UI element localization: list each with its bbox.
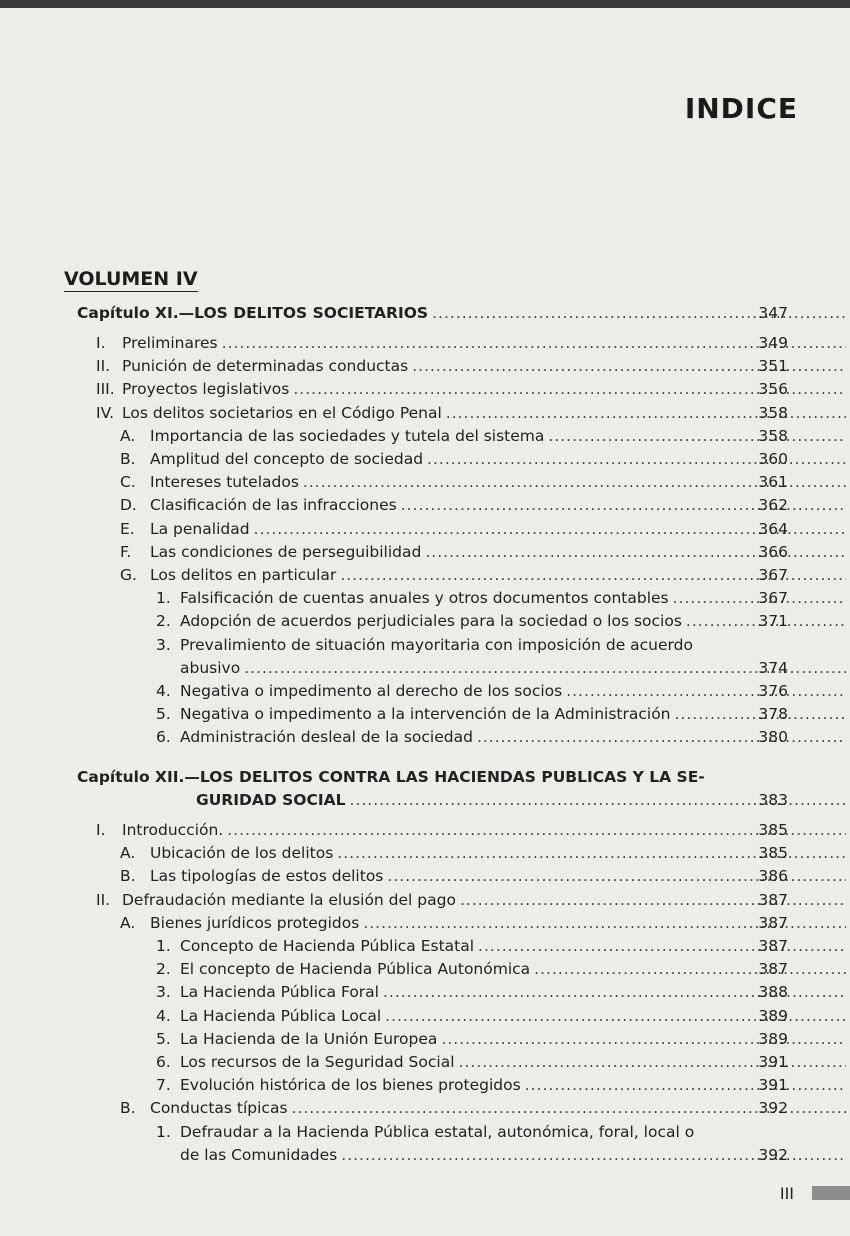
entry-number: E.: [120, 519, 135, 538]
entry-number: B.: [120, 450, 136, 468]
entry-label: Las condiciones de perseguibilidad: [150, 542, 422, 561]
page-number: 385: [758, 821, 788, 839]
page-number: 387: [758, 960, 788, 979]
page-number: 389: [758, 1006, 788, 1025]
entry-number: III.: [96, 380, 115, 399]
entry-label: Preliminares: [122, 334, 218, 352]
page-number: 378: [758, 705, 788, 723]
page-number: 380: [758, 728, 788, 747]
page-number: 347: [758, 304, 788, 322]
entry-number: 6.: [156, 1053, 171, 1071]
page-number: 387: [758, 890, 788, 909]
entry-label: Las tipologías de estos delitos: [150, 867, 384, 886]
toc-entry: [0, 1006, 850, 1026]
leader-dots: [227, 820, 846, 840]
entry-label: Defraudar a la Hacienda Pública estatal, autonómica, foral, local o: [180, 1122, 695, 1141]
entry-label: Falsificación de cuentas anuales y otros documentos contables: [180, 589, 669, 608]
entry-number: 6.: [156, 728, 171, 747]
page-number: 349: [758, 334, 788, 352]
chapter-heading-cont: [0, 790, 850, 810]
entry-label: Importancia de las sociedades y tutela del sistema: [150, 426, 545, 445]
toc-entry: [0, 913, 850, 933]
thumb-tab: [812, 1186, 850, 1200]
leader-dots: [222, 333, 846, 353]
chapter-heading: [0, 767, 850, 787]
chapter-title-cont: GURIDAD SOCIAL: [196, 791, 346, 809]
page-number: 367: [758, 566, 788, 584]
entry-label: La Hacienda Pública Foral: [180, 983, 379, 1002]
entry-label: Introducción.: [122, 821, 224, 839]
chapter-title: Capítulo XII.—LOS DELITOS CONTRA LAS HACIENDAS PUBLICAS Y LA SE-: [77, 768, 705, 786]
entry-label: Los delitos en particular: [150, 566, 337, 584]
page-number: 388: [758, 983, 788, 1002]
entry-label: Evolución histórica de los bienes protegidos: [180, 1076, 521, 1095]
toc-entry: [0, 449, 850, 469]
entry-number: 2.: [156, 960, 171, 979]
chapter-heading: [0, 303, 850, 323]
toc-entry: [0, 519, 850, 539]
toc-entry: [0, 379, 850, 399]
entry-label: Los recursos de la Seguridad Social: [180, 1053, 455, 1071]
entry-number: 5.: [156, 705, 171, 723]
entry-label-cont: abusivo: [180, 658, 241, 677]
entry-label: Prevalimiento de situación mayoritaria con imposición de acuerdo: [180, 635, 693, 654]
entry-number: A.: [120, 913, 136, 932]
toc-entry: [0, 704, 850, 724]
toc-entry: [0, 727, 850, 747]
entry-label: Amplitud del concepto de sociedad: [150, 450, 424, 468]
entry-label: Conductas típicas: [150, 1099, 288, 1118]
page-number: 360: [758, 450, 788, 468]
entry-number: 4.: [156, 1006, 171, 1025]
entry-label: Negativa o impedimento al derecho de los socios: [180, 681, 563, 700]
entry-label: La Hacienda Pública Local: [180, 1006, 382, 1025]
toc-entry: [0, 936, 850, 956]
leader-dots: [460, 890, 846, 910]
page-number: 385: [758, 844, 788, 863]
toc-entry: [0, 565, 850, 585]
toc-entry: [0, 843, 850, 863]
page-number: 361: [758, 473, 788, 492]
toc-entry: [0, 403, 850, 423]
entry-number: I.: [96, 821, 106, 839]
page-number: 386: [758, 867, 788, 886]
scan-edge: [0, 0, 850, 8]
entry-label-cont: de las Comunidades: [180, 1145, 338, 1164]
page-number: 374: [758, 658, 788, 677]
leader-dots: [534, 959, 846, 979]
entry-number: II.: [96, 890, 111, 909]
entry-label: La Hacienda de la Unión Europea: [180, 1029, 438, 1048]
entry-label: Adopción de acuerdos perjudiciales para la sociedad o los socios: [180, 612, 682, 631]
entry-number: 2.: [156, 612, 171, 631]
toc-entry: [0, 542, 850, 562]
entry-number: F.: [120, 542, 132, 561]
entry-label: Concepto de Hacienda Pública Estatal: [180, 937, 475, 955]
entry-number: A.: [120, 844, 136, 863]
leader-dots: [548, 426, 846, 446]
page-number: 389: [758, 1029, 788, 1048]
entry-number: 3.: [156, 635, 171, 654]
leader-dots: [566, 681, 846, 701]
entry-number: 4.: [156, 681, 171, 700]
page-title: INDICE: [684, 92, 798, 125]
entry-number: 1.: [156, 937, 171, 955]
page-number: 371: [758, 612, 788, 631]
toc-entry: [0, 1075, 850, 1095]
toc-entry-cont: [0, 658, 850, 678]
toc-entry: [0, 890, 850, 910]
entry-label: Intereses tutelados: [150, 473, 299, 492]
entry-label: El concepto de Hacienda Pública Autonómica: [180, 960, 531, 979]
toc-entry: [0, 1052, 850, 1072]
page-number: 391: [758, 1053, 788, 1071]
page-number: 383: [758, 791, 788, 809]
toc-entry: [0, 959, 850, 979]
entry-number: B.: [120, 867, 136, 886]
toc-entry: [0, 611, 850, 631]
toc-entry: [0, 495, 850, 515]
page-number: 392: [758, 1145, 788, 1164]
entry-label: Proyectos legislativos: [122, 380, 290, 399]
toc-entry: [0, 333, 850, 353]
entry-number: 3.: [156, 983, 171, 1002]
toc-entry: [0, 1029, 850, 1049]
entry-number: B.: [120, 1099, 136, 1118]
page-number: 358: [758, 403, 788, 422]
entry-label: Administración desleal de la sociedad: [180, 728, 473, 747]
entry-label: Negativa o impedimento a la intervención de la Administración: [180, 705, 671, 723]
leader-dots: [254, 519, 846, 539]
toc-entry: [0, 635, 850, 655]
page-number: 362: [758, 496, 788, 515]
toc-entry: [0, 681, 850, 701]
volume-title: VOLUMEN IV: [64, 268, 198, 290]
toc-entry-cont: [0, 1145, 850, 1165]
page-number: 367: [758, 589, 788, 608]
page-number: 358: [758, 426, 788, 445]
page-number: 364: [758, 519, 788, 538]
leader-dots: [525, 1075, 846, 1095]
entry-label: Ubicación de los delitos: [150, 844, 334, 863]
toc-entry: [0, 982, 850, 1002]
entry-label: Los delitos societarios en el Código Penal: [122, 403, 442, 422]
toc-entry: [0, 472, 850, 492]
page-number: 366: [758, 542, 788, 561]
entry-number: 7.: [156, 1076, 171, 1095]
entry-label: Punición de determinadas conductas: [122, 357, 409, 376]
entry-number: D.: [120, 496, 137, 515]
leader-dots: [478, 936, 846, 956]
toc-entry: [0, 1122, 850, 1142]
entry-number: I.: [96, 334, 106, 352]
page-number: 356: [758, 380, 788, 399]
entry-number: G.: [120, 566, 137, 584]
entry-label: Clasificación de las infracciones: [150, 496, 397, 515]
page-number: 387: [758, 913, 788, 932]
toc-entry: [0, 588, 850, 608]
chapter-title: Capítulo XI.—LOS DELITOS SOCIETARIOS: [77, 304, 429, 322]
page-number: 392: [758, 1099, 788, 1118]
toc-entry: [0, 820, 850, 840]
entry-number: IV.: [96, 403, 115, 422]
entry-number: C.: [120, 473, 136, 492]
entry-number: II.: [96, 357, 111, 376]
page-number: 376: [758, 681, 788, 700]
leader-dots: [244, 658, 846, 678]
leader-dots: [477, 727, 846, 747]
page-number: 351: [758, 357, 788, 376]
toc-entry: [0, 426, 850, 446]
toc-entry: [0, 356, 850, 376]
toc-entry: [0, 1098, 850, 1118]
folio: III: [779, 1184, 794, 1203]
entry-label: Bienes jurídicos protegidos: [150, 913, 360, 932]
entry-label: Defraudación mediante la elusión del pago: [122, 890, 456, 909]
entry-number: 1.: [156, 589, 171, 608]
entry-number: 1.: [156, 1122, 171, 1141]
toc-entry: [0, 866, 850, 886]
entry-label: La penalidad: [150, 519, 250, 538]
entry-number: 5.: [156, 1029, 171, 1048]
entry-number: A.: [120, 426, 136, 445]
page-number: 391: [758, 1076, 788, 1095]
page-number: 387: [758, 937, 788, 955]
